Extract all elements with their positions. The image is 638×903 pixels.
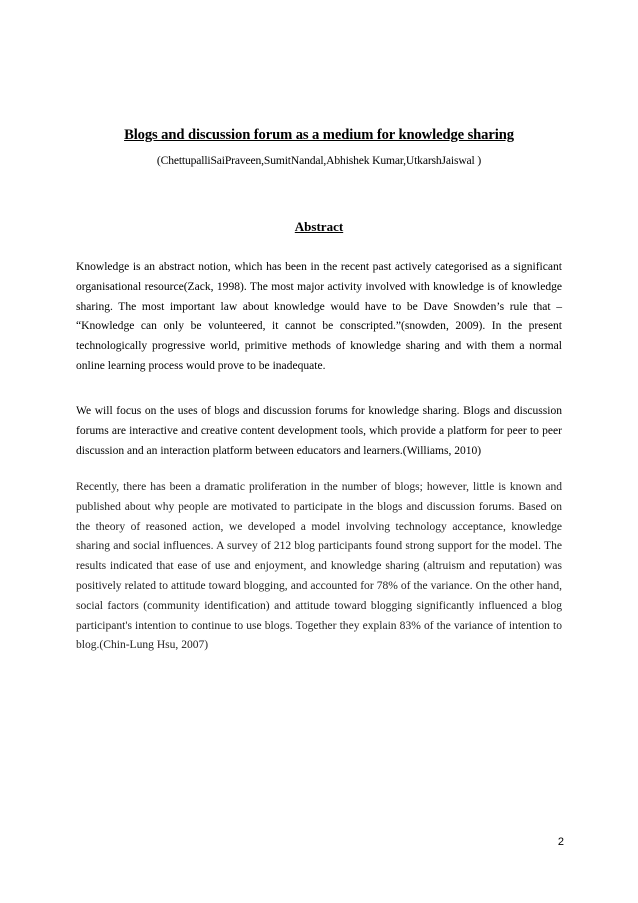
document-title: Blogs and discussion forum as a medium for knowledge sharing [124, 127, 514, 143]
abstract-paragraph-3: Recently, there has been a dramatic proliferation in the number of blogs; however, little is known and published about why people are motivated to participate in the blogs and discussion forums. Based on the theory of reasoned action, we developed a model involving technology acceptance, knowledge sharing and social influences. A survey of 212 blog participants found strong support for the model. The results indicated that ease of use and enjoyment, and knowledge sharing (altruism and reputation) was positively related to attitude toward blogging, and accounted for 78% of the variance. On the other hand, social factors (community identification) and attitude toward blogging significantly influenced a blog participant's intention to continue to use blogs. Together they explain 83% of the variance of intention to blog.(Chin-Lung Hsu, 2007) [76, 481, 562, 652]
abstract-paragraph-1: Knowledge is an abstract notion, which has been in the recent past actively categorised as a significant organisational resource(Zack, 1998). The most major activity involved with knowledge is of knowledge sharing. The most important law about knowledge would have to be Dave Snowden’s rule that – “Knowledge can only be volunteered, it cannot be conscripted.”(snowden, 2009). In the present technologically progressive world, primitive methods of knowledge sharing and with them a normal online learning process would prove to be inadequate. [76, 261, 562, 372]
page-number: 2 [557, 836, 564, 848]
author-list: (ChettupalliSaiPraveen,SumitNandal,Abhishek Kumar,UtkarshJaiswal ) [156, 154, 482, 167]
abstract-paragraph-2: We will focus on the uses of blogs and discussion forums for knowledge sharing. Blogs and discussion forums are interactive and creative content development tools, which provide a platform for peer to peer discussion and an interaction platform between educators and learners.(Williams, 2010) [76, 405, 562, 457]
abstract-heading: Abstract [294, 219, 344, 234]
